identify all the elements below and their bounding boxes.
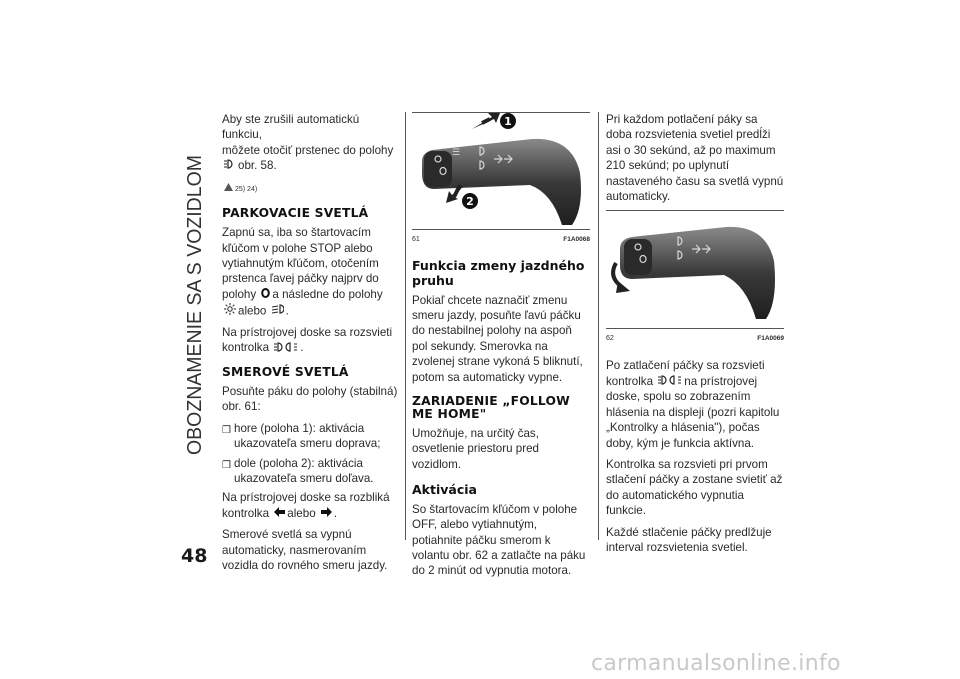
- figure-number: 61: [412, 236, 420, 244]
- figure-caption: [412, 232, 590, 247]
- figure-61: [412, 112, 590, 248]
- text: .: [333, 506, 338, 520]
- warning-refs: [222, 180, 398, 197]
- parking-indicator-icon: [274, 341, 298, 356]
- figure-code: F1A0068: [563, 236, 590, 244]
- heading-activation: Aktivácia: [412, 482, 477, 498]
- parking-indicator-paragraph: [222, 325, 398, 356]
- chapter-side-title: [172, 75, 212, 575]
- figure-number: 62: [606, 334, 614, 342]
- checkbox-bullet-icon: ❒: [222, 424, 231, 436]
- figure-bottom-rule: [606, 328, 784, 329]
- column-divider: [405, 112, 406, 540]
- list-item: [222, 456, 398, 487]
- figure-bottom-rule: [412, 229, 590, 230]
- watermark: carmanualsonline.info: [591, 651, 841, 676]
- follow-me-home-paragraph: Umožňuje, na určitý čas, osvetlenie priestoru pred vozidlom.: [412, 427, 539, 471]
- follow-me-home-indicator-icon: [658, 374, 682, 389]
- text: .: [285, 303, 289, 317]
- activation-paragraph: So štartovacím kľúčom v polohe OFF, alebo vytiahnutým, potiahnite páčku smerom k volantu obr. 62 a zatlačte na páku do 2 minút od vypnutia motora.: [412, 502, 586, 578]
- text: na prístrojovej doske, spolu so zobrazením hlásenia na displeji (pozri kapitolu „Kontrolky a hlásenia"), počas doby, kým je funkcia aktívna.: [606, 374, 780, 450]
- indicator-paragraph: [606, 358, 784, 451]
- figure-62: [606, 210, 784, 346]
- heading-parking-lights: PARKOVACIE SVETLÁ: [222, 206, 369, 221]
- text: obr. 58.: [238, 159, 277, 173]
- arrow-right-icon: [321, 506, 332, 521]
- figure-caption: [606, 331, 784, 346]
- text: dole (poloha 2): aktivácia ukazovateľa smeru doľava.: [234, 456, 374, 486]
- lever-pull-illustration: [606, 211, 784, 323]
- parking-paragraph: [222, 225, 398, 319]
- turn-indicator-paragraph: [222, 490, 398, 521]
- lever-illustration: [412, 113, 590, 225]
- callout-2: 2: [466, 195, 474, 208]
- sun-light-icon: [224, 303, 236, 319]
- turn-auto-off-paragraph: Smerové svetlá sa vypnú automaticky, nasmerovaním vozidla do rovného smeru jazdy.: [222, 528, 388, 573]
- checkbox-bullet-icon: ❒: [222, 459, 231, 471]
- text: a následne do polohy: [272, 287, 383, 301]
- parking-lamp-icon: [224, 158, 236, 173]
- low-beam-glyph: ☰: [452, 148, 461, 158]
- text: môžete otočiť prstenec do polohy: [222, 143, 394, 157]
- intro-paragraph: [222, 112, 398, 174]
- turn-paragraph: Posuňte páku do polohy (stabilná) obr. 61:: [222, 384, 398, 414]
- text: Na prístrojovej doske sa rozbliká kontrolka: [222, 491, 390, 520]
- arrow-left-icon: [274, 506, 285, 521]
- low-beam-icon: [272, 303, 284, 318]
- column-3: [606, 112, 784, 561]
- indicator-lights-paragraph: Kontrolka sa rozsvieti pri prvom stlačení páčky a zostane svietiť až do automatického vypnutia funkcie.: [606, 457, 783, 518]
- text: Zapnú sa, iba so štartovacím kľúčom v polohe STOP alebo vytiahnutým kľúčom, otočením prstenca ľavej páčky najprv do polohy: [222, 226, 379, 301]
- column-1: [222, 112, 398, 580]
- column-2: [412, 112, 590, 585]
- heading-turn-signals: SMEROVÉ SVETLÁ: [222, 364, 349, 379]
- text: alebo: [238, 303, 267, 317]
- list-item: [222, 421, 398, 452]
- chapter-side-title-text: OBOZNAMENIE SA S VOZIDLOM: [183, 139, 206, 455]
- extend-interval-paragraph: Každé stlačenie páčky predlžuje interval rozsvietenia svetiel.: [606, 525, 772, 554]
- page-number: 48: [181, 545, 208, 567]
- callout-1: 1: [504, 115, 512, 128]
- text: Po zatlačení páčky sa rozsvieti kontrolka: [606, 359, 765, 388]
- column-divider: [598, 112, 599, 540]
- circle-o-icon: [261, 287, 270, 302]
- heading-follow-me-home: ZARIADENIE „FOLLOW ME HOME": [412, 394, 570, 422]
- reference-numbers: 25) 24): [235, 185, 258, 193]
- warning-triangle-icon: [224, 180, 233, 195]
- heading-lane-change: Funkcia zmeny jazdného pruhu: [412, 257, 585, 289]
- text: .: [300, 341, 304, 355]
- figure-code: F1A0069: [757, 334, 784, 342]
- text: Na prístrojovej doske sa rozsvieti kontrolka: [222, 325, 393, 355]
- text: alebo: [287, 506, 316, 520]
- extend-time-paragraph: Pri každom potlačení páky sa doba rozsvietenia svetiel predĺži asi o 30 sekúnd, až po maximum 210 sekúnd; po uplynutí nastaveného času sa svetlá vypnú automaticky.: [606, 113, 784, 204]
- text: hore (poloha 1): aktivácia ukazovateľa smeru doprava;: [234, 421, 381, 451]
- text: Aby ste zrušili automatickú funkciu,: [222, 113, 360, 142]
- lane-change-paragraph: Pokiaľ chcete naznačiť zmenu smeru jazdy, posuňte ľavú páčku do nestabilnej polohy na aspoň pol sekundy. Smerovka na zvolenej strane vykoná 5 bliknutí, potom sa automaticky vypne.: [412, 293, 583, 384]
